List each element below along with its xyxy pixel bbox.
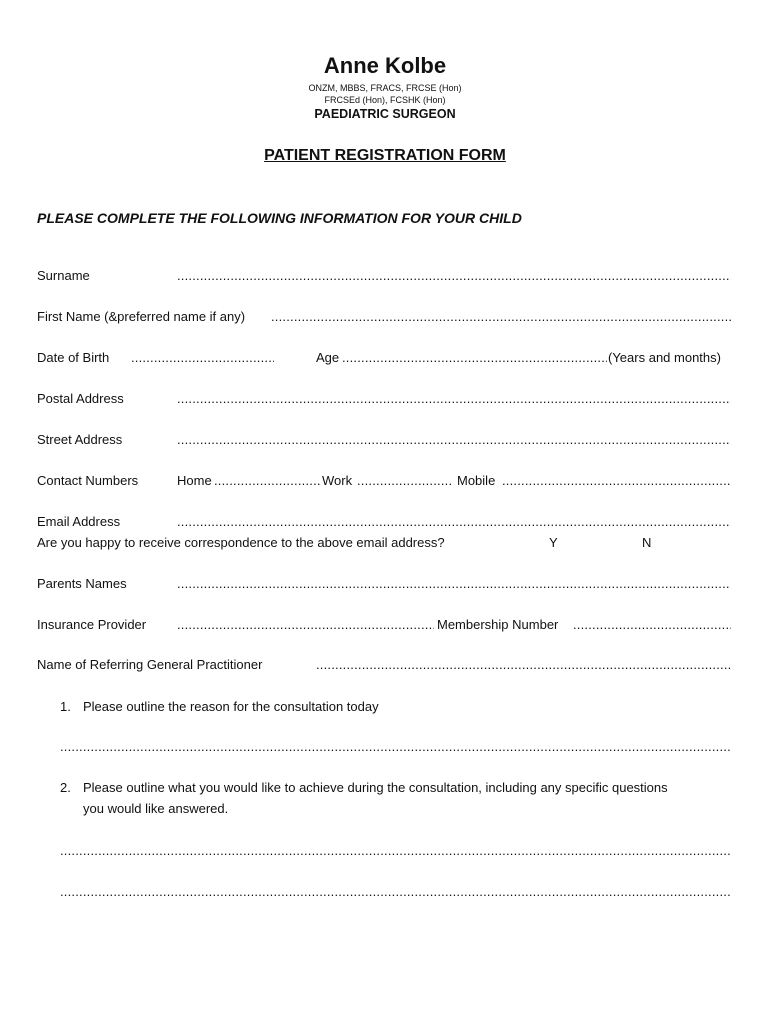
question-2-text-line-2: you would like answered. <box>83 801 229 816</box>
email-label: Email Address <box>37 514 121 529</box>
qualifications-line-1: ONZM, MBBS, FRACS, FRCSE (Hon) <box>308 83 462 93</box>
contact-numbers-label: Contact Numbers <box>37 473 139 488</box>
work-label: Work <box>322 473 353 488</box>
age-unit-label: (Years and months) <box>608 350 721 365</box>
street-address-field[interactable] <box>177 432 731 447</box>
question-2-number: 2. <box>60 780 71 795</box>
surgeon-name: Anne Kolbe <box>323 53 447 78</box>
parents-field[interactable] <box>177 576 731 591</box>
referrer-label: Name of Referring General Practitioner <box>37 657 263 672</box>
form-instruction: PLEASE COMPLETE THE FOLLOWING INFORMATION FOR YOUR CHILD <box>37 210 522 226</box>
question-2-answer-line[interactable] <box>60 884 730 899</box>
dob-label: Date of Birth <box>37 350 110 365</box>
work-phone-field[interactable] <box>357 473 453 488</box>
email-consent-yes[interactable]: Y <box>549 535 558 550</box>
email-consent-question: Are you happy to receive correspondence to the above email address? <box>37 535 445 550</box>
question-2-answer-line[interactable] <box>60 843 730 858</box>
question-1-number: 1. <box>60 699 71 714</box>
surname-label: Surname <box>37 268 90 283</box>
specialty-title: PAEDIATRIC SURGEON <box>314 107 456 121</box>
mobile-phone-field[interactable] <box>502 473 731 488</box>
insurance-field[interactable] <box>177 617 434 632</box>
first-name-field[interactable] <box>271 309 731 324</box>
parents-label: Parents Names <box>37 576 127 591</box>
email-field[interactable] <box>177 514 731 529</box>
question-1-text: Please outline the reason for the consultation today <box>83 699 379 714</box>
surname-field[interactable] <box>177 268 731 283</box>
home-label: Home <box>177 473 212 488</box>
form-title <box>0 147 770 165</box>
form-title-text: PATIENT REGISTRATION FORM <box>264 147 506 164</box>
street-address-label: Street Address <box>37 432 123 447</box>
insurance-label: Insurance Provider <box>37 617 147 632</box>
membership-field[interactable] <box>573 617 731 632</box>
postal-address-label: Postal Address <box>37 391 124 406</box>
dob-field[interactable] <box>131 350 274 365</box>
age-label: Age <box>316 350 340 365</box>
qualifications-line-2: FRCSEd (Hon), FCSHK (Hon) <box>324 95 446 105</box>
membership-label: Membership Number <box>437 617 559 632</box>
postal-address-field[interactable] <box>177 391 731 406</box>
email-consent-no[interactable]: N <box>642 535 652 550</box>
age-field[interactable] <box>342 350 607 365</box>
first-name-label: First Name (&preferred name if any) <box>37 309 246 324</box>
referrer-field[interactable] <box>316 657 731 672</box>
mobile-label: Mobile <box>457 473 496 488</box>
home-phone-field[interactable] <box>214 473 321 488</box>
question-1-answer-line[interactable] <box>60 739 730 754</box>
question-2-text-line-1: Please outline what you would like to achieve during the consultation, including any specific questions <box>83 780 668 795</box>
